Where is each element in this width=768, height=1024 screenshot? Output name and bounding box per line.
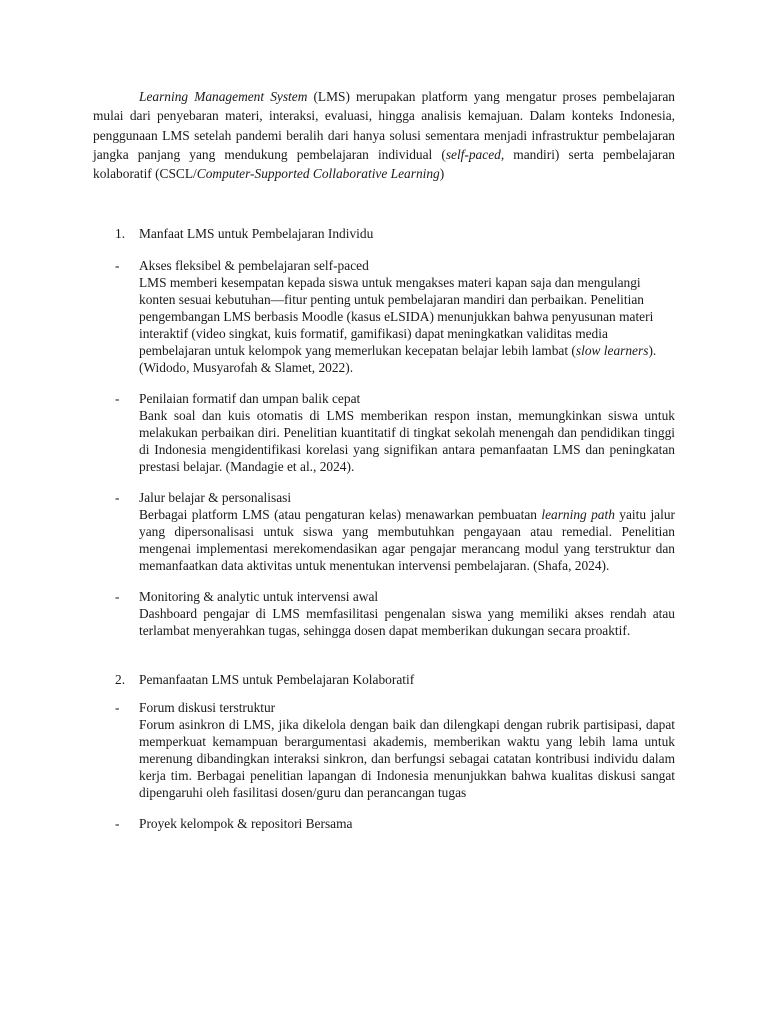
section-2-title: Pemanfaatan LMS untuk Pembelajaran Kolaboratif [139, 672, 415, 688]
bullet-dash: - [115, 258, 120, 274]
document-page [93, 87, 675, 832]
item-body: Bank soal dan kuis otomatis di LMS memberikan respon instan, memungkinkan siswa untuk melakukan perbaikan diri. Penelitian kuantitatif di tingkat sekolah menengah dan pendidikan tinggi di Indonesia mengidentifikasi korelasi yang signifikan antara pemanfaatan LMS dan peningkatan prestasi belajar. (Mandagie et al., 2024). [139, 408, 675, 475]
list-item [93, 588, 675, 639]
list-item [93, 815, 675, 832]
bullet-dash: - [115, 589, 120, 605]
item-title: Proyek kelompok & repositori Bersama [139, 816, 353, 832]
list-item [93, 257, 675, 376]
item-title: Forum diskusi terstruktur [139, 700, 276, 716]
intro-text-2: mandiri) serta pembelajaran kolaboratif (CSCL/ [93, 146, 675, 182]
bullet-dash: - [115, 490, 120, 506]
intro-term-cscl: Computer-Supported Collaborative Learning [196, 166, 440, 182]
intro-paragraph [93, 87, 675, 183]
intro-text-1: (LMS) merupakan platform yang mengatur proses pembelajaran mulai dari penyebaran materi, interaksi, evaluasi, hingga analisis kemajuan. Dalam konteks Indonesia, penggunaan LMS setelah pandemi beralih dari hanya solusi sementara menjadi infrastruktur pembelajaran jangka panjang yang mendukung pembelajaran individual ( [93, 89, 675, 162]
section-2-number: 2. [115, 672, 126, 688]
item-title: Akses fleksibel & pembelajaran self-paced [139, 258, 369, 274]
item-title: Monitoring & analytic untuk intervensi awal [139, 589, 379, 605]
list-item [93, 489, 675, 574]
item-title: Jalur belajar & personalisasi [139, 490, 292, 506]
bullet-dash: - [115, 391, 120, 407]
bullet-dash: - [115, 816, 120, 832]
intro-term-lms: Learning Management System [139, 89, 308, 104]
item-body: LMS memberi kesempatan kepada siswa untuk mengakses materi kapan saja dan mengulangi konten sesuai kebutuhan—fitur penting untuk pembelajaran mandiri dan perbaikan. Penelitian pengembangan LMS berbasis Moodle (kasus eLSIDA) menunjukkan bahwa penyusunan materi interaktif (video singkat, kuis formatif, gamifikasi) dapat meningkatkan validitas media pembelajaran untuk kelompok yang memerlukan kecepatan belajar lebih lambat (slow learners). (Widodo, Musyarofah & Slamet, 2022). [139, 275, 657, 376]
list-item [93, 699, 675, 801]
item-body: Berbagai platform LMS (atau pengaturan kelas) menawarkan pembuatan learning path yaitu jalur yang dipersonalisasi untuk siswa yang membutuhkan pengayaan atau remedial. Penelitian mengenai implementasi merekomendasikan agar pengajar merancang modul yang terstruktur dan memanfaatkan data aktivitas untuk menentukan intervensi pembelajaran. (Shafa, 2024). [139, 507, 675, 574]
bullet-dash: - [115, 700, 120, 716]
item-title: Penilaian formatif dan umpan balik cepat [139, 391, 361, 407]
item-body-term: slow learners [575, 343, 649, 359]
section-1-heading [93, 225, 675, 243]
section-1-number: 1. [115, 226, 126, 242]
item-body: Dashboard pengajar di LMS memfasilitasi pengenalan siswa yang memiliki akses rendah atau terlambat menyerahkan tugas, sehingga dosen dapat memberikan dukungan secara proaktif. [139, 606, 675, 639]
section-2-heading [93, 671, 675, 689]
intro-text-3: ) [439, 166, 445, 182]
section-1-title: Manfaat LMS untuk Pembelajaran Individu [139, 226, 374, 242]
list-item [93, 390, 675, 475]
item-body-term: learning path [541, 507, 615, 523]
item-body: Forum asinkron di LMS, jika dikelola dengan baik dan dilengkapi dengan rubrik partisipasi, dapat memperkuat kemampuan berargumentasi akademis, memberikan waktu yang lebih lama untuk merenung dibandingkan interaksi sinkron, dan berfungsi sebagai catatan kontribusi individu dalam kerja tim. Berbagai penelitian lapangan di Indonesia menunjukkan bahwa kualitas diskusi sangat dipengaruhi oleh fasilitasi dosen/guru dan perancangan tugas [139, 717, 675, 801]
intro-term-self-paced: self-paced, [445, 146, 505, 162]
